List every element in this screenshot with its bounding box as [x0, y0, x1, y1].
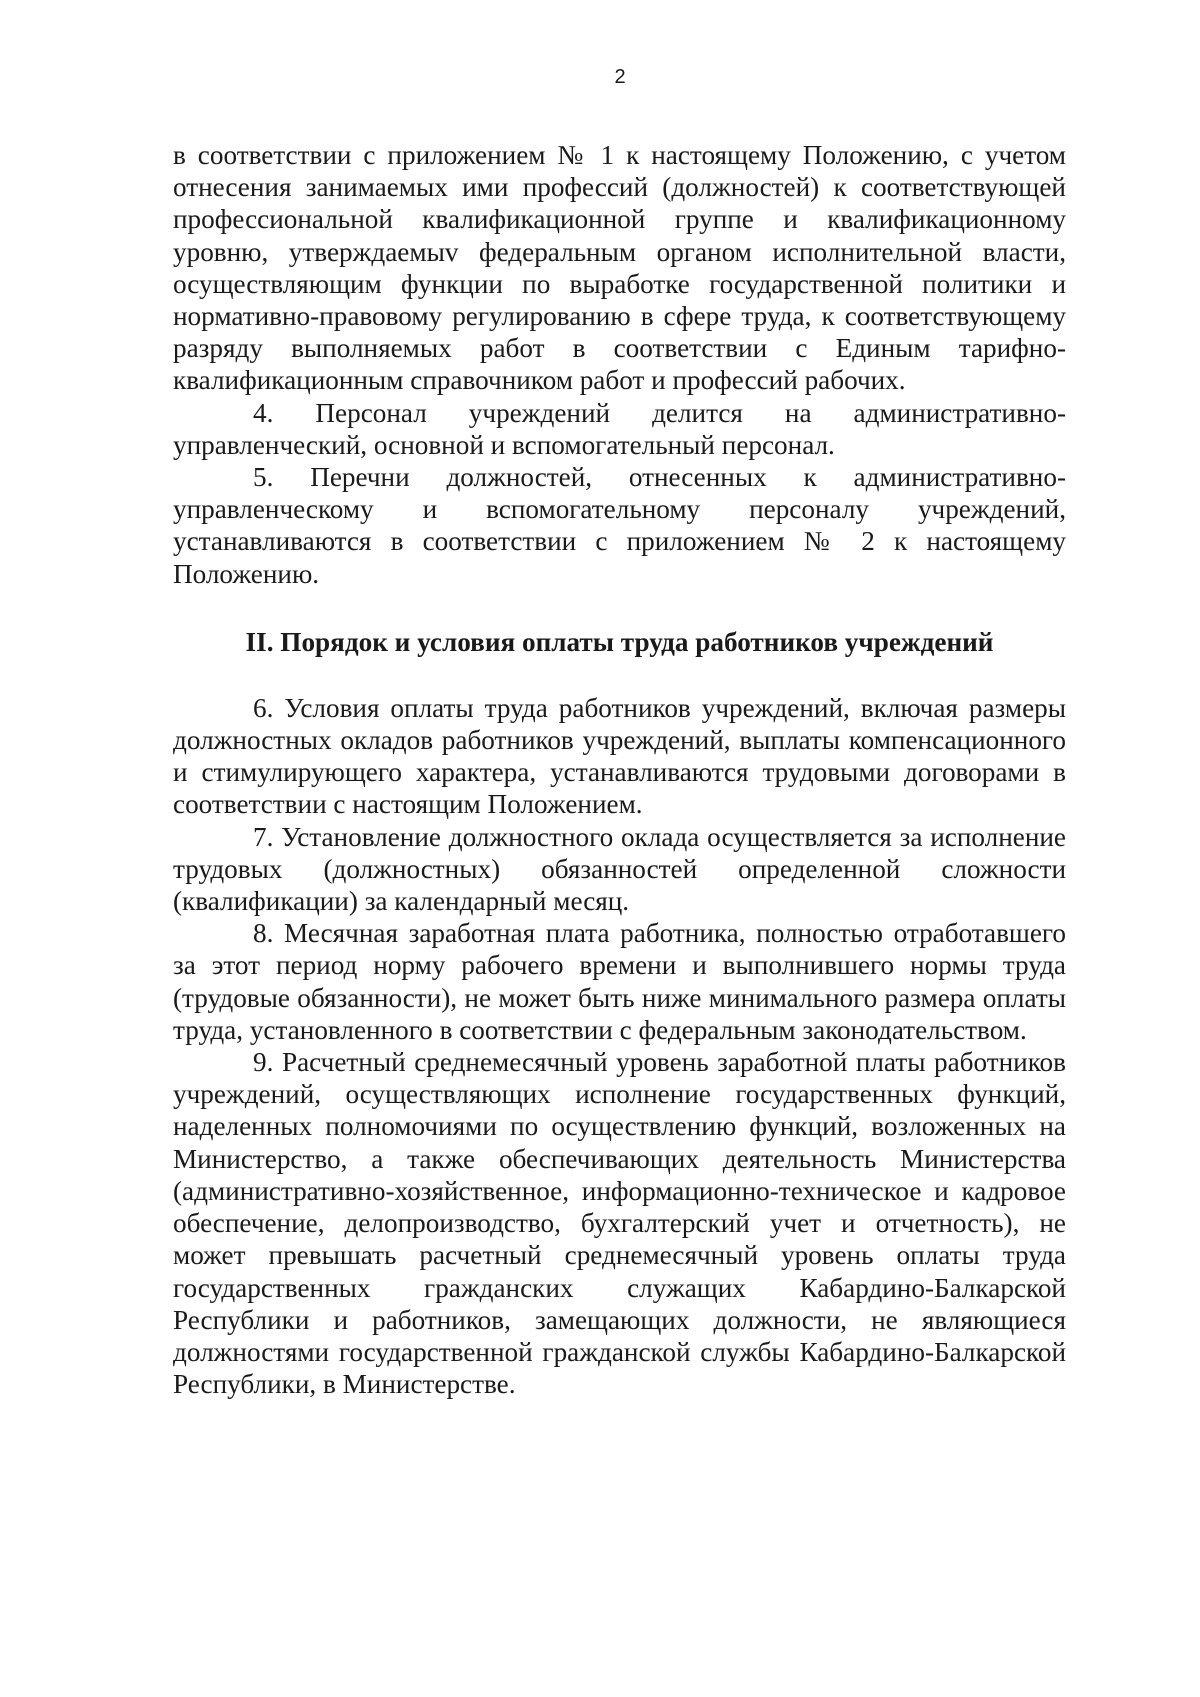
paragraph-7: 7. Установление должностного оклада осуществляется за исполнение трудовых (должностных) обязанностей определенной сложности (квалификации) за календарный месяц.: [173, 821, 1066, 917]
paragraph-9: 9. Расчетный среднемесячный уровень заработной платы работников учреждений, осуществляющих исполнение государственных функций, наделенных полномочиями по осуществлению функций, возложенных на Министерство, а также обеспечивающих деятельность Министерства (административно-хозяйственное, информационно-техническое и кадровое обеспечение, делопроизводство, бухгалтерский учет и отчетность), не может превышать расчетный среднемесячный уровень оплаты труда государственных гражданских служащих Кабардино-Балкарской Республики и работников, замещающих должности, не являющиеся должностями государственной гражданской службы Кабардино-Балкарской Республики, в Министерстве.: [173, 1047, 1066, 1400]
document-body: [173, 139, 1066, 1400]
paragraph-4: 4. Персонал учреждений делится на административно-управленческий, основной и вспомогательный персонал.: [173, 397, 1066, 460]
paragraph-8: 8. Месячная заработная плата работника, полностью отработавшего за этот период норму рабочего времени и выполнившего нормы труда (трудовые обязанности), не может быть ниже минимального размера оплаты труда, установленного в соответствии с федеральным законодательством.: [173, 918, 1066, 1045]
paragraph-6: 6. Условия оплаты труда работников учреждений, включая размеры должностных окладов работников учреждений, выплаты компенсационного и стимулирующего характера, устанавливаются трудовыми договорами в соответствии с настоящим Положением.: [173, 692, 1066, 820]
section-heading: II. Порядок и условия оплаты труда работников учреждений: [245, 626, 994, 657]
page-number: 2: [614, 66, 626, 88]
paragraph-continuation: в соответствии с приложением № 1 к настоящему Положению, с учетом отнесения занимаемых ими профессий (должностей) к соответствующей профессиональной квалификационной группе и квалификационному уровню, утверждаемыv федеральным органом исполнительной власти, осуществляющим функции по выработке государственной политики и нормативно-правовому регулированию в сфере труда, к соответствующему разряду выполняемых работ в соответствии с Единым тарифно-квалификационным справочником работ и профессий рабочих.: [173, 140, 1066, 396]
paragraph-5: 5. Перечни должностей, отнесенных к административно-управленческому и вспомогательному персоналу учреждений, устанавливаются в соответствии с приложением № 2 к настоящему Положению.: [173, 462, 1066, 589]
